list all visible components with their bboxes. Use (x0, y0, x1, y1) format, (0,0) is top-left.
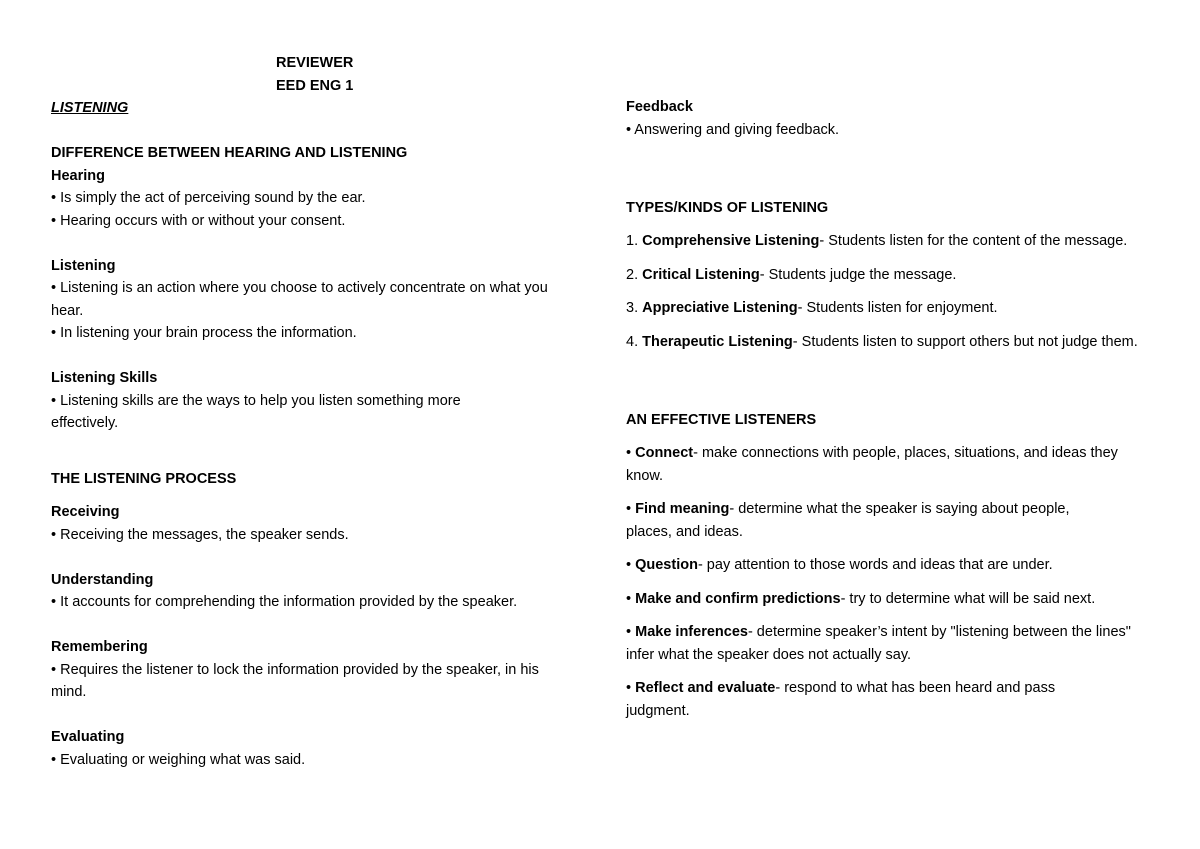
list-item (626, 331, 1151, 354)
item-term: Comprehensive Listening (642, 233, 820, 249)
list-item (626, 264, 1151, 287)
list-item (626, 588, 1151, 611)
item-term: Connect (635, 445, 694, 461)
list-item: • It accounts for comprehending the information provided by the speaker. (51, 594, 518, 610)
item-number: 3. (626, 300, 643, 316)
item-number: 1. (626, 233, 643, 249)
list-item (626, 442, 1151, 487)
hearing-heading: Hearing (51, 167, 105, 184)
item-bullet: • (626, 501, 636, 517)
item-term: Make inferences (635, 624, 748, 640)
left-column (51, 97, 576, 771)
item-desc: - respond to what has been heard and pass judgment. (626, 680, 1056, 719)
list-item: • Listening skills are the ways to help you listen something more effectively. (51, 392, 461, 431)
item-desc: - Students listen for the content of the message. (819, 233, 1128, 249)
list-item (626, 621, 1151, 666)
right-column (626, 96, 1151, 722)
item-bullet: • (626, 590, 636, 607)
process-heading: THE LISTENING PROCESS (51, 470, 237, 487)
list-item (626, 297, 1151, 320)
skills-heading: Listening Skills (51, 370, 158, 386)
list-item: • Evaluating or weighing what was said. (51, 751, 306, 768)
remembering-heading: Remembering (51, 639, 148, 655)
receiving-heading: Receiving (51, 504, 120, 520)
section-title: LISTENING (51, 100, 129, 116)
list-item (626, 230, 1151, 253)
listening-heading: Listening (51, 257, 116, 274)
item-term: Appreciative Listening (642, 300, 798, 316)
item-term: Reflect and evaluate (635, 680, 776, 696)
document-title: REVIEWER (276, 55, 354, 71)
item-term: Therapeutic Listening (642, 333, 793, 350)
difference-heading: DIFFERENCE BETWEEN HEARING AND LISTENING (51, 145, 408, 161)
item-bullet: • (626, 445, 636, 461)
understanding-heading: Understanding (51, 571, 154, 588)
list-item (626, 677, 1096, 722)
item-desc: - pay attention to those words and ideas that are under. (697, 557, 1053, 573)
list-item: • Requires the listener to lock the information provided by the speaker, in his mind. (51, 661, 539, 700)
list-item: • Answering and giving feedback. (626, 121, 840, 138)
item-desc: - Students listen for enjoyment. (797, 300, 998, 316)
item-term: Question (635, 557, 698, 573)
list-item: • Listening is an action where you choose to actively concentrate on what you hear. (51, 280, 548, 319)
list-item: • In listening your brain process the information. (51, 325, 357, 341)
item-desc: - Students listen to support others but not judge them. (792, 333, 1138, 350)
item-desc: - Students judge the message. (759, 266, 957, 283)
feedback-heading: Feedback (626, 99, 693, 115)
list-item (626, 498, 1116, 543)
types-heading: TYPES/KINDS OF LISTENING (626, 199, 829, 216)
list-item: • Hearing occurs with or without your consent. (51, 212, 346, 229)
item-bullet: • (626, 557, 636, 573)
list-item (626, 554, 1151, 577)
item-term: Find meaning (635, 501, 730, 517)
item-bullet: • (626, 624, 636, 640)
item-desc: - determine speaker’s intent by "listening between the lines" infer what the speaker does not actually say. (626, 624, 1131, 663)
list-item: • Is simply the act of perceiving sound by the ear. (51, 190, 366, 206)
course-code: EED ENG 1 (276, 77, 354, 94)
item-term: Make and confirm predictions (635, 590, 841, 607)
item-desc: - determine what the speaker is saying about people, places, and ideas. (626, 501, 1070, 540)
list-item: • Receiving the messages, the speaker sends. (51, 526, 349, 543)
item-number: 2. (626, 266, 643, 283)
evaluating-heading: Evaluating (51, 729, 125, 745)
item-desc: - make connections with people, places, situations, and ideas they know. (626, 445, 1118, 484)
item-desc: - try to determine what will be said next. (840, 590, 1096, 607)
item-term: Critical Listening (642, 266, 760, 283)
item-bullet: • (626, 680, 636, 696)
effective-heading: AN EFFECTIVE LISTENERS (626, 411, 817, 428)
item-number: 4. (626, 333, 643, 350)
